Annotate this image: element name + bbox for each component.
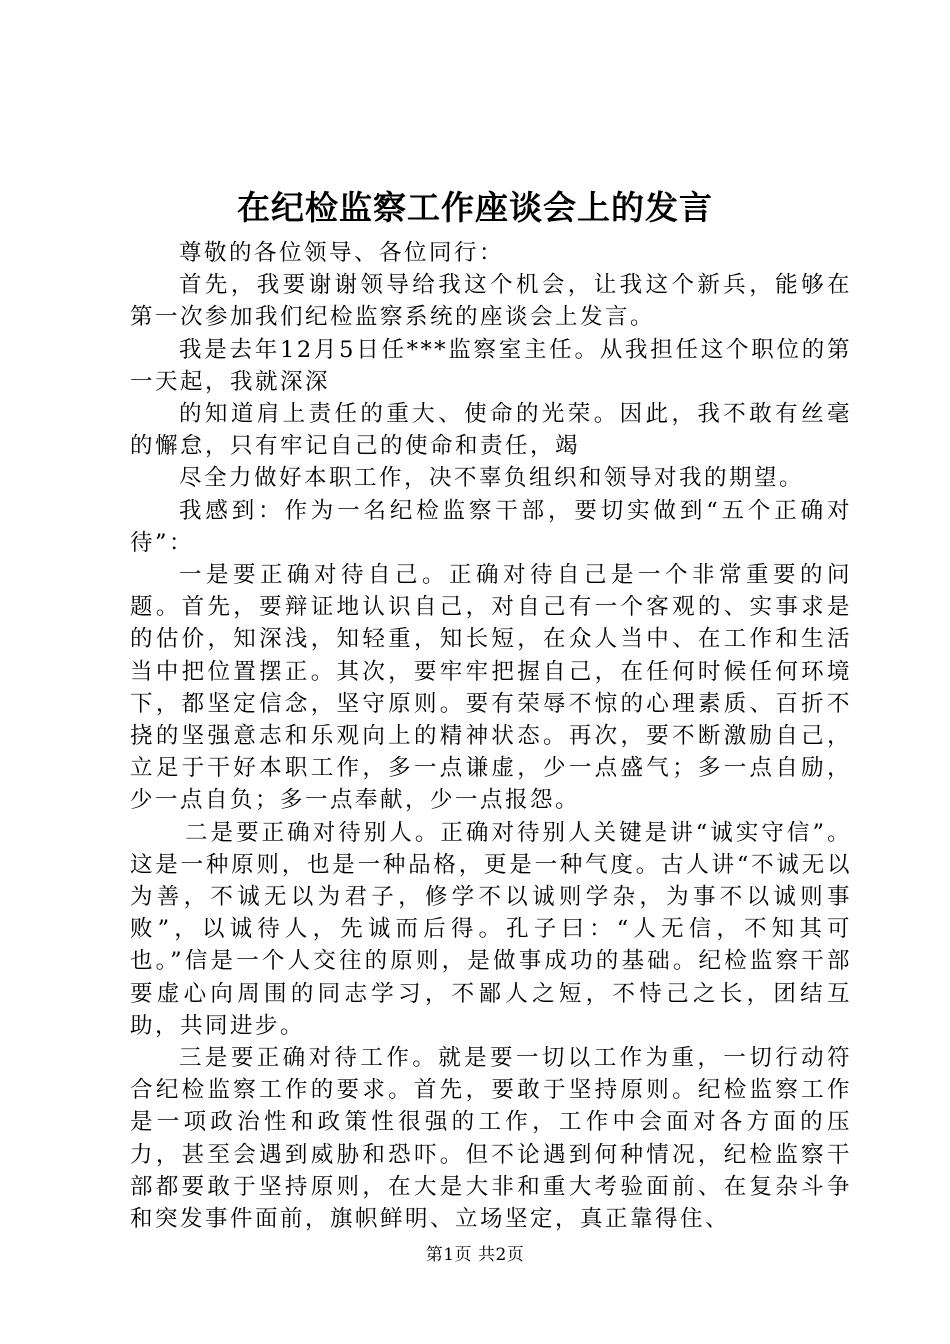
salutation-paragraph: 尊敬的各位领导、各位同行： bbox=[179, 240, 505, 266]
document-title: 在纪检监察工作座谈会上的发言 bbox=[237, 188, 713, 227]
body-paragraph: 我感到：作为一名纪检监察干部，要切实做到“五个正确对待”： bbox=[130, 497, 852, 556]
body-paragraph: 尽全力做好本职工作，决不辜负组织和领导对我的期望。 bbox=[179, 465, 805, 492]
page-number-footer: 第1页 共2页 bbox=[425, 1245, 525, 1265]
body-paragraph: 二是要正确对待别人。正确对待别人关键是讲“诚实守信”。这是一种原则，也是一种品格，更是一种气度。古人讲“不诚无以为善，不诚无以为君子，修学不以诚则学杂，为事不以诚则事败”，以诚待人，先诚而后得。孔子曰：“人无信，不知其可也。”信是一个人交往的原则，是做事成功的基础。纪检监察干部要虚心向周围的同志学习，不鄙人之短，不恃己之长，团结互助，共同进步。 bbox=[130, 819, 852, 1039]
document-body bbox=[130, 237, 852, 1235]
body-paragraph: 首先，我要谢谢领导给我这个机会，让我这个新兵，能够在第一次参加我们纪检监察系统的座谈会上发言。 bbox=[130, 272, 852, 331]
body-paragraph: 三是要正确对待工作。就是要一切以工作为重，一切行动符合纪检监察工作的要求。首先，要敢于坚持原则。纪检监察工作是一项政治性和政策性很强的工作，工作中会面对各方面的压力，甚至会遇到威胁和恐吓。但不论遇到何种情况，纪检监察干部都要敢于坚持原则，在大是大非和重大考验面前、在复杂斗争和突发事件面前，旗帜鲜明、立场坚定，真正靠得住、 bbox=[130, 1045, 852, 1233]
body-paragraph: 我是去年12月5日任***监察室主任。从我担任这个职位的第一天起，我就深深 bbox=[130, 336, 852, 395]
body-paragraph: 的知道肩上责任的重大、使命的光荣。因此，我不敢有丝毫的懈怠，只有牢记自己的使命和责任，竭 bbox=[130, 401, 852, 460]
body-paragraph: 一是要正确对待自己。正确对待自己是一个非常重要的问题。首先，要辩证地认识自己，对自己有一个客观的、实事求是的估价，知深浅，知轻重，知长短，在众人当中、在工作和生活当中把位置摆正。其次，要牢牢把握自己，在任何时候任何环境下，都坚定信念，坚守原则。要有荣辱不惊的心理素质、百折不挠的坚强意志和乐观向上的精神状态。再次，要不断激励自己，立足于干好本职工作，多一点谦虚，少一点盛气；多一点自励，少一点自负；多一点奉献，少一点报怨。 bbox=[130, 562, 852, 814]
